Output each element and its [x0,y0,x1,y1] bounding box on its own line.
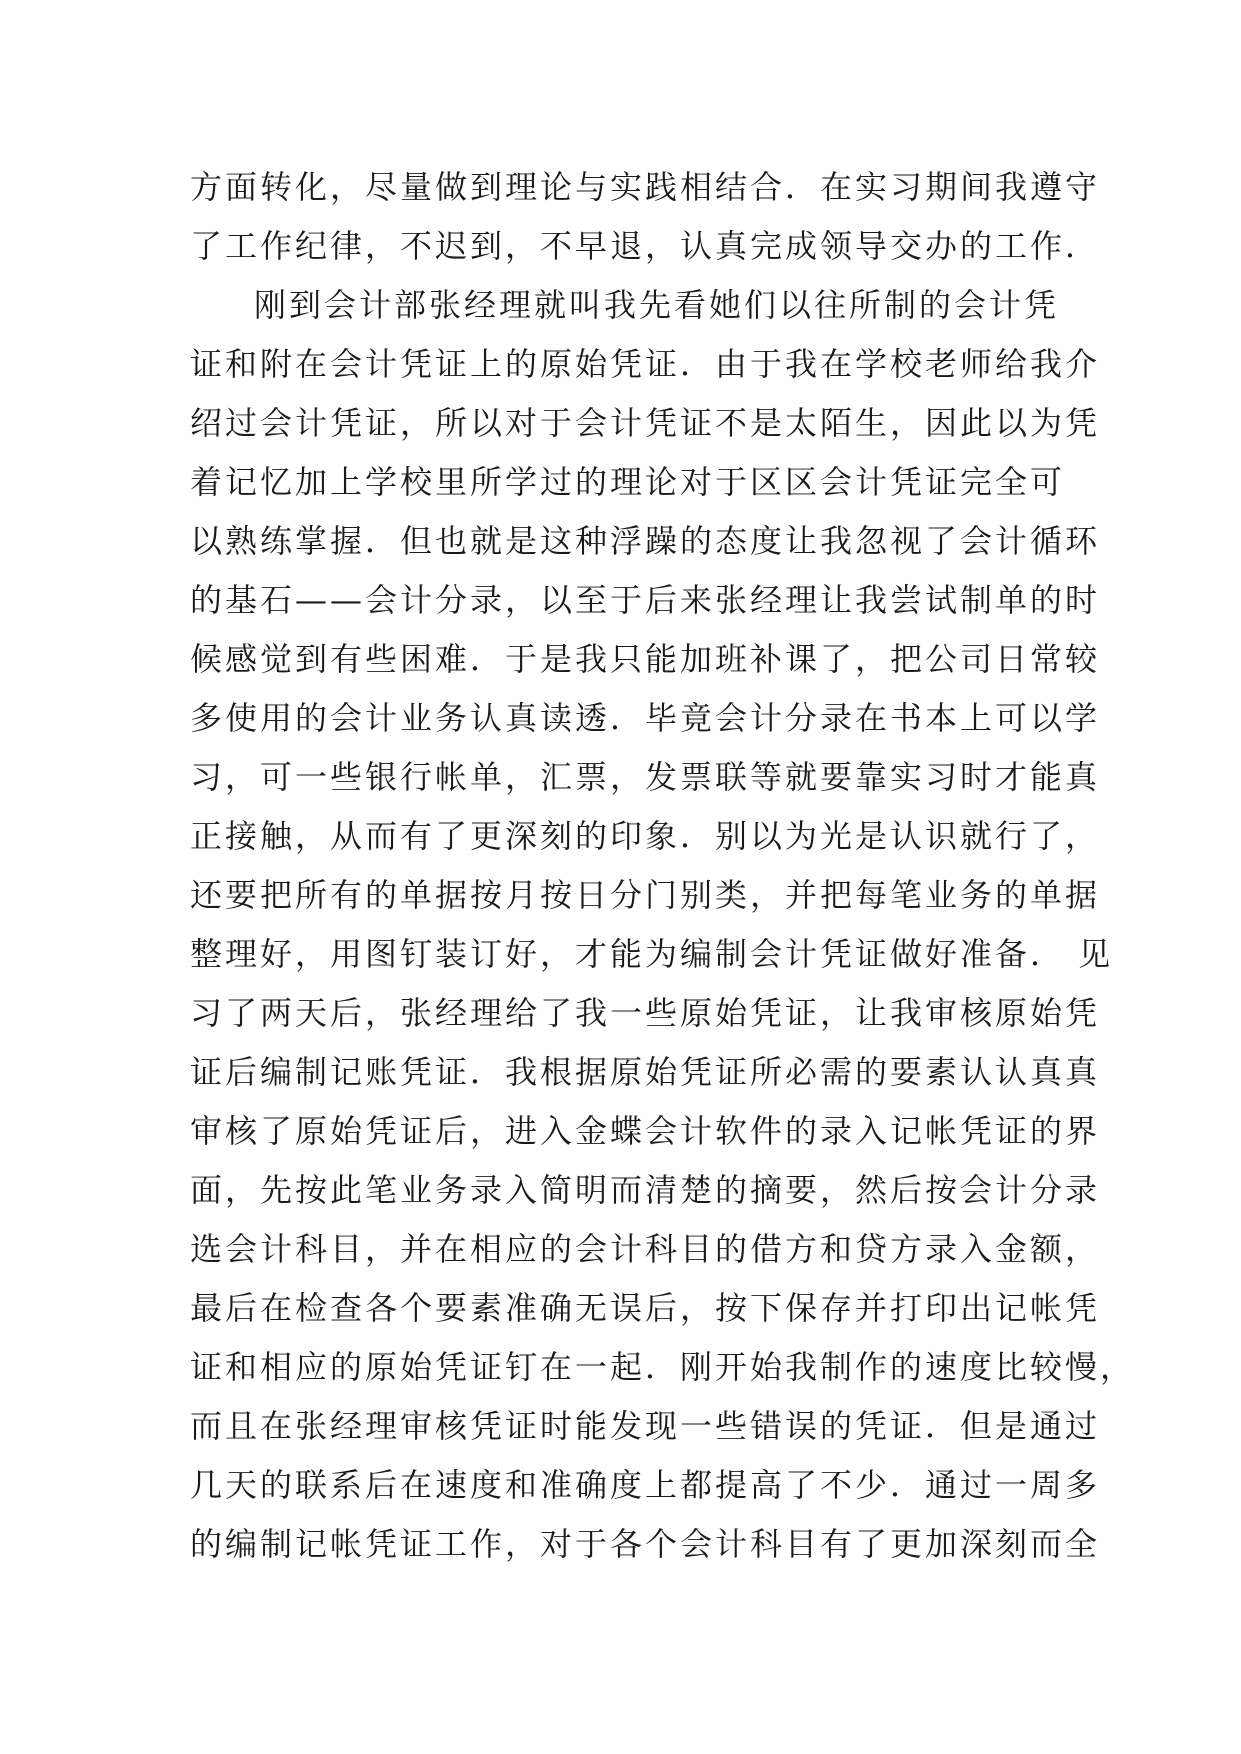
text-line: 方面转化，尽量做到理论与实践相结合．在实习期间我遵守 [190,168,1101,206]
text-line: 几天的联系后在速度和准确度上都提高了不少．通过一周多 [190,1466,1101,1504]
text-line: 整理好，用图钉装订好，才能为编制会计凭证做好准备． 见 [190,935,1114,973]
text-line: 的基石——会计分录，以至于后来张经理让我尝试制单的时 [190,581,1101,619]
text-line: 以熟练掌握．但也就是这种浮躁的态度让我忽视了会计循环 [190,522,1101,560]
text-line: 习了两天后，张经理给了我一些原始凭证，让我审核原始凭 [190,994,1101,1032]
text-line: 证和相应的原始凭证钉在一起．刚开始我制作的速度比较慢， [190,1348,1136,1386]
text-line: 证后编制记账凭证．我根据原始凭证所必需的要素认认真真 [190,1053,1101,1091]
paragraph-start-line: 刚到会计部张经理就叫我先看她们以往所制的会计凭 [254,286,1060,324]
text-line: 选会计科目，并在相应的会计科目的借方和贷方录入金额， [190,1230,1101,1268]
text-line: 证和附在会计凭证上的原始凭证．由于我在学校老师给我介 [190,345,1101,383]
text-line: 面，先按此笔业务录入简明而清楚的摘要，然后按会计分录 [190,1171,1101,1209]
text-line: 最后在检查各个要素准确无误后，按下保存并打印出记帐凭 [190,1289,1101,1327]
body-text [190,158,1136,1574]
text-line: 审核了原始凭证后，进入金蝶会计软件的录入记帐凭证的界 [190,1112,1101,1150]
text-line: 而且在张经理审核凭证时能发现一些错误的凭证．但是通过 [190,1407,1101,1445]
text-line: 了工作纪律，不迟到，不早退，认真完成领导交办的工作． [190,227,1101,265]
text-line: 多使用的会计业务认真读透．毕竟会计分录在书本上可以学 [190,699,1101,737]
text-line: 正接触，从而有了更深刻的印象．别以为光是认识就行了， [190,817,1101,855]
text-line: 候感觉到有些困难．于是我只能加班补课了，把公司日常较 [190,640,1101,678]
text-line: 绍过会计凭证，所以对于会计凭证不是太陌生，因此以为凭 [190,404,1101,442]
text-line: 习，可一些银行帐单，汇票，发票联等就要靠实习时才能真 [190,758,1101,796]
text-line: 还要把所有的单据按月按日分门别类，并把每笔业务的单据 [190,876,1101,914]
text-line: 的编制记帐凭证工作，对于各个会计科目有了更加深刻而全 [190,1525,1101,1563]
text-line: 着记忆加上学校里所学过的理论对于区区会计凭证完全可 [190,463,1066,501]
